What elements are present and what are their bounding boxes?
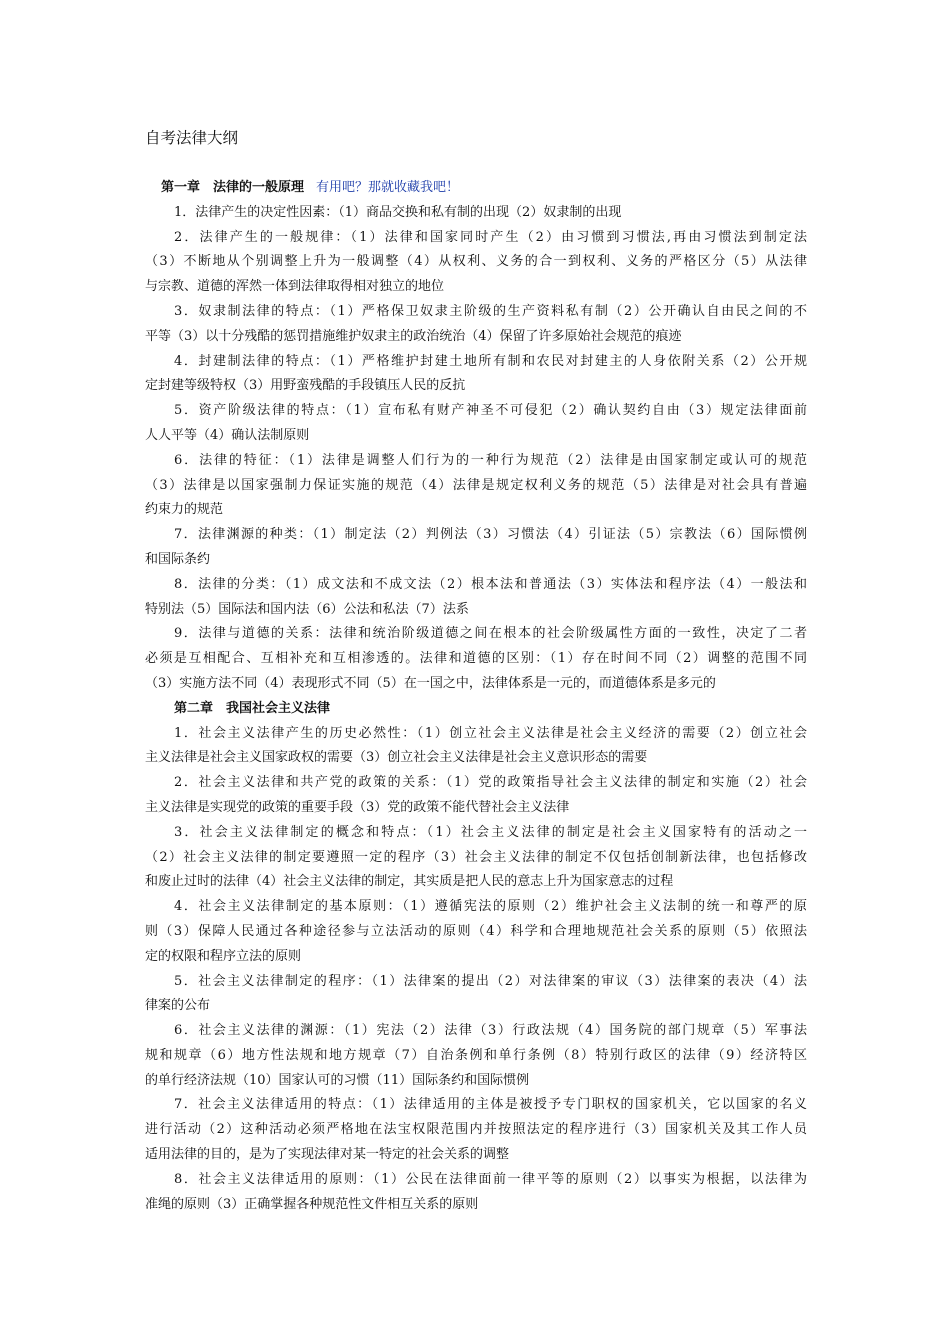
document-title: 自考法律大纲 bbox=[145, 129, 239, 147]
text-line: 6．社会主义法律的渊源：（1）宪法（2）法律（3）行政法规（4）国务院的部门规章（5）军事法 bbox=[174, 1023, 807, 1039]
text-line: 1．法律产生的决定性因素：（1）商品交换和私有制的出现（2）奴隶制的出现 bbox=[174, 204, 622, 220]
text-line: 准绳的原则（3）正确掌握各种规范性文件相互关系的原则 bbox=[145, 1196, 479, 1212]
chapter-2-heading: 第二章 我国社会主义法律 bbox=[174, 700, 331, 716]
text-line: 主义法律是实现党的政策的重要手段（3）党的政策不能代替社会主义法律 bbox=[145, 799, 570, 815]
text-line: 9．法律与道德的关系：法律和统治阶级道德之间在根本的社会阶级属性方面的一致性，决定了二者 bbox=[174, 626, 807, 642]
text-line: 进行活动（2）这种活动必须严格地在法宝权限范围内并按照法定的程序进行（3）国家机关及其工作人员 bbox=[145, 1122, 807, 1138]
text-line: 2．法律产生的一般规律：（1）法律和国家同时产生（2）由习惯到习惯法,再由习惯法到制定法 bbox=[174, 229, 807, 245]
text-line: （3）不断地从个别调整上升为一般调整（4）从权利、义务的合一到权利、义务的严格区分（5）从法律 bbox=[145, 254, 807, 270]
text-line: 平等（3）以十分残酷的惩罚措施维护奴隶主的政治统治（4）保留了许多原始社会规范的痕迹 bbox=[145, 328, 682, 344]
text-line: 和国际条约 bbox=[145, 551, 211, 567]
text-line: 3．社会主义法律制定的概念和特点：（1）社会主义法律的制定是社会主义国家特有的活动之一 bbox=[174, 824, 807, 840]
text-line: 2．社会主义法律和共产党的政策的关系：（1）党的政策指导社会主义法律的制定和实施（2）社会 bbox=[174, 775, 807, 791]
bookmark-promo-link[interactable]: 有用吧？那就收藏我吧！ bbox=[316, 180, 460, 195]
text-line: 1．社会主义法律产生的历史必然性：（1）创立社会主义法律是社会主义经济的需要（2）创立社会 bbox=[174, 725, 807, 741]
text-line: 8．法律的分类：（1）成文法和不成文法（2）根本法和普通法（3）实体法和程序法（4）一般法和 bbox=[174, 576, 807, 592]
text-line: 6．法律的特征：（1）法律是调整人们行为的一种行为规范（2）法律是由国家制定或认可的规范 bbox=[174, 452, 807, 468]
text-line: 定的权限和程序立法的原则 bbox=[145, 948, 302, 964]
text-line: 定封建等级特权（3）用野蛮残酷的手段镇压人民的反抗 bbox=[145, 378, 466, 394]
text-line: 8．社会主义法律适用的原则：（1）公民在法律面前一律平等的原则（2）以事实为根据，以法律为 bbox=[174, 1171, 807, 1187]
text-line: 5．资产阶级法律的特点：（1）宣布私有财产神圣不可侵犯（2）确认契约自由（3）规定法律面前 bbox=[174, 403, 807, 419]
text-line: 与宗教、道德的浑然一体到法律取得相对独立的地位 bbox=[145, 279, 445, 295]
text-line: 约束力的规范 bbox=[145, 502, 224, 518]
text-line: 则（3）保障人民通过各种途径参与立法活动的原则（4）科学和合理地规范社会关系的原则（5）依照法 bbox=[145, 923, 807, 939]
text-line: 7．法律渊源的种类：（1）制定法（2）判例法（3）习惯法（4）引证法（5）宗教法（6）国际惯例 bbox=[174, 527, 807, 543]
text-line: 主义法律是社会主义国家政权的需要（3）创立社会主义法律是社会主义意识形态的需要 bbox=[145, 750, 648, 766]
text-line: （3）法律是以国家强制力保证实施的规范（4）法律是规定权利义务的规范（5）法律是对社会具有普遍 bbox=[145, 477, 807, 493]
text-line: 必须是互相配合、互相补充和互相渗透的。法律和道德的区别：（1）存在时间不同（2）调整的范围不同 bbox=[145, 651, 807, 667]
chapter-1-heading: 第一章 法律的一般原理 bbox=[161, 180, 305, 195]
text-line: 5．社会主义法律制定的程序：（1）法律案的提出（2）对法律案的审议（3）法律案的表决（4）法 bbox=[174, 973, 807, 989]
text-line: 7．社会主义法律适用的特点：（1）法律适用的主体是被授予专门职权的国家机关，它以国家的名义 bbox=[174, 1097, 807, 1113]
text-line: 规和规章（6）地方性法规和地方规章（7）自治条例和单行条例（8）特别行政区的法律（9）经济特区 bbox=[145, 1047, 807, 1063]
text-line: （2）社会主义法律的制定要遵照一定的程序（3）社会主义法律的制定不仅包括创制新法律，也包括修改 bbox=[145, 849, 807, 865]
text-line: 4．社会主义法律制定的基本原则：（1）遵循宪法的原则（2）维护社会主义法制的统一和尊严的原 bbox=[174, 899, 807, 915]
document-body bbox=[145, 176, 807, 1217]
text-line: 4．封建制法律的特点：（1）严格维护封建土地所有制和农民对封建主的人身依附关系（2）公开规 bbox=[174, 353, 807, 369]
text-line: 的单行经济法规（10）国家认可的习惯（11）国际条约和国际惯例 bbox=[145, 1072, 530, 1088]
text-line: 适用法律的目的，是为了实现法律对某一特定的社会关系的调整 bbox=[145, 1147, 510, 1163]
text-line: 特别法（5）国际法和国内法（6）公法和私法（7）法系 bbox=[145, 601, 469, 617]
text-line: 人人平等（4）确认法制原则 bbox=[145, 427, 310, 443]
text-line: 3．奴隶制法律的特点：（1）严格保卫奴隶主阶级的生产资料私有制（2）公开确认自由民之间的不 bbox=[174, 303, 807, 319]
chapter-1-heading-line bbox=[145, 176, 807, 201]
text-line: （3）实施方法不同（4）表现形式不同（5）在一国之中，法律体系是一元的，而道德体系是多元的 bbox=[145, 675, 716, 691]
text-line: 和废止过时的法律（4）社会主义法律的制定，其实质是把人民的意志上升为国家意志的过程 bbox=[145, 874, 674, 890]
text-line: 律案的公布 bbox=[145, 998, 211, 1014]
